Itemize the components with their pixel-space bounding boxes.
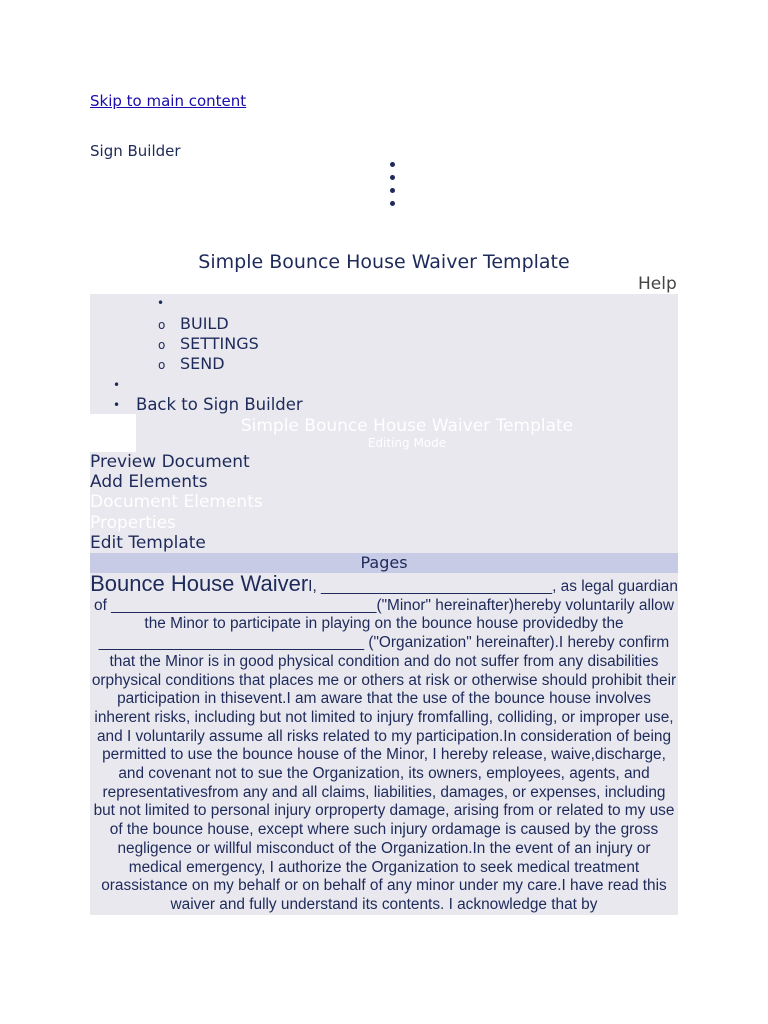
vertical-ellipsis-icon[interactable] — [388, 162, 400, 214]
tab-settings-label: SETTINGS — [180, 334, 259, 353]
edit-template-button[interactable]: Edit Template — [90, 533, 206, 553]
tab-build[interactable] — [158, 314, 229, 333]
document-title: Simple Bounce House Waiver Template — [198, 251, 570, 273]
tab-send[interactable] — [158, 354, 225, 373]
tab-send-label: SEND — [180, 354, 225, 373]
tab-settings[interactable] — [158, 334, 259, 353]
waiver-heading: Bounce House Waiver — [90, 575, 309, 596]
waiver-body: I, ___________________________, as legal guardian of _______________________________("Minor" hereinafter)hereby voluntarily allow the Minor to participate in playing on the bounce house providedby the _______________________________ ("Organization" hereinafter).I hereby confirm that the Minor is in good physical condition and do not suffer from any disabilities orphysical conditions that places me or others at risk or otherwise should prohibit their participation in thisevent.I am aware that the use of the bounce house involves inherent risks, including but not limited to injury fromfalling, colliding, or improper use, and I voluntarily assume all risks related to my participation.In consideration of being permitted to use the bounce house of the Minor, I hereby release, waive,discharge, and covenant not to sue the Organization, its owners, employees, agents, and representativesfrom any and all claims, liabilities, damages, or expenses, including but not limited to personal injury orproperty damage, arising from or related to my use of the bounce house, except where such injury ordamage is caused by the gross negligence or willful misconduct of the Organization.In the event of an injury or medical emergency, I authorize the Organization to seek medical treatment orassistance on my behalf or on behalf of any minor under my care.I have read this waiver and fully understand its contents. I acknowledge that by — [91, 578, 678, 913]
document-elements-tab[interactable]: Document Elements — [90, 492, 263, 512]
waiver-document — [90, 575, 678, 915]
tab-marker: o — [158, 358, 166, 372]
help-button[interactable]: Help — [638, 274, 677, 294]
brand-name: Sign Builder — [90, 142, 181, 160]
nav-bullet: • — [157, 296, 165, 310]
nav-bullet: • — [113, 378, 121, 392]
editor-mode-label: Editing Mode — [367, 436, 447, 450]
panel-gap — [90, 414, 136, 452]
skip-to-main-link[interactable]: Skip to main content — [90, 92, 247, 110]
tab-marker: o — [158, 338, 166, 352]
pages-header[interactable]: Pages — [90, 553, 678, 573]
tab-build-label: BUILD — [180, 314, 229, 333]
back-to-sign-builder-link[interactable]: Back to Sign Builder — [136, 395, 303, 414]
properties-tab[interactable]: Properties — [90, 513, 176, 533]
add-elements-button[interactable]: Add Elements — [90, 472, 208, 492]
tab-marker: o — [158, 318, 166, 332]
preview-document-button[interactable]: Preview Document — [90, 452, 250, 472]
nav-bullet: • — [113, 398, 121, 412]
editor-title: Simple Bounce House Waiver Template — [240, 416, 574, 436]
